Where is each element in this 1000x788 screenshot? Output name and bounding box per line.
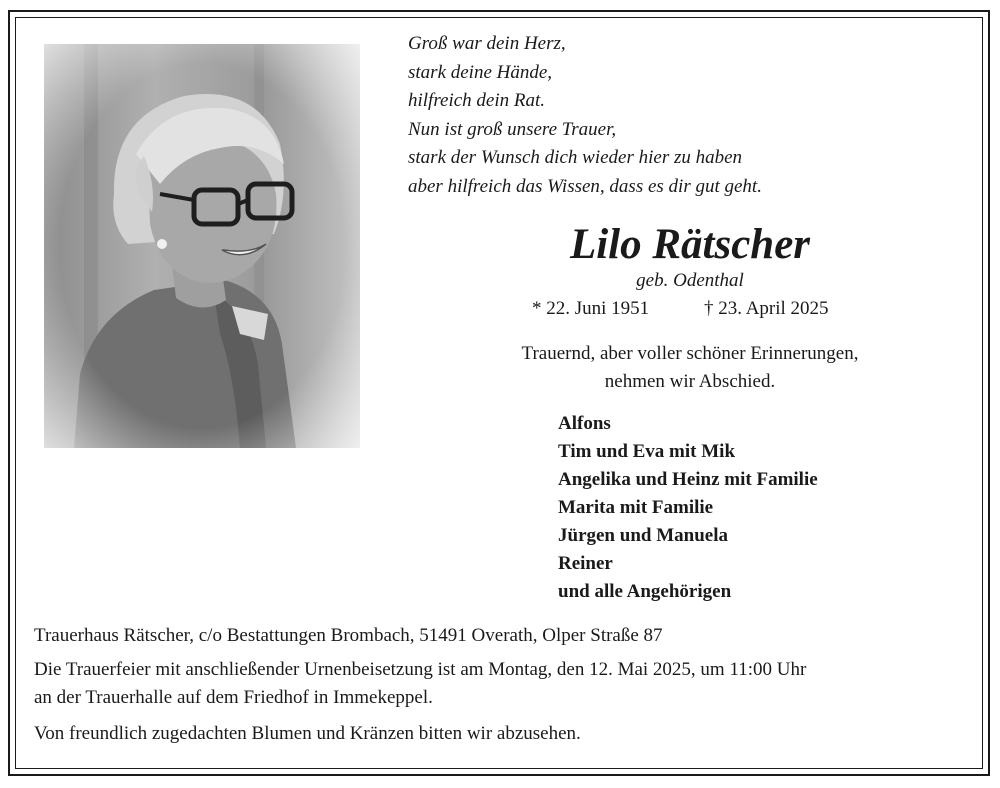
mourner: Angelika und Heinz mit Familie (558, 469, 818, 490)
funeral-info (34, 622, 974, 748)
poem-line: Nun ist groß unsere Trauer, (408, 118, 617, 140)
ceremony-line: an der Trauerhalle auf dem Friedhof in Immekeppel. (34, 687, 433, 708)
poem (408, 30, 762, 201)
poem-line: aber hilfreich das Wissen, dass es dir gut geht. (408, 175, 762, 197)
mourner: Tim und Eva mit Mik (558, 441, 736, 462)
portrait-illustration (44, 44, 360, 448)
mourner: Marita mit Familie (558, 497, 714, 518)
farewell-text (470, 340, 910, 396)
death-date: † 23. April 2025 (704, 298, 829, 319)
mourner: Reiner (558, 553, 613, 574)
birth-name: geb. Odenthal (636, 270, 744, 291)
poem-line: stark der Wunsch dich wieder hier zu haben (408, 147, 743, 168)
poem-line: hilfreich dein Rat. (408, 90, 546, 111)
portrait-photo (44, 44, 360, 448)
mourner: Alfons (558, 413, 611, 434)
deceased-name: Lilo Rätscher (569, 221, 811, 268)
mourning-address: Trauerhaus Rätscher, c/o Bestattungen Brombach, 51491 Overath, Olper Straße 87 (34, 625, 663, 646)
mourner: Jürgen und Manuela (558, 525, 728, 546)
poem-line: stark deine Hände, (408, 61, 553, 83)
mourners-list (558, 410, 818, 606)
birth-date: * 22. Juni 1951 (532, 298, 650, 319)
farewell-line: nehmen wir Abschied. (604, 371, 776, 392)
flowers-note: Von freundlich zugedachten Blumen und Kränzen bitten wir abzusehen. (34, 723, 581, 744)
poem-line: Groß war dein Herz, (408, 33, 566, 54)
ceremony-line: Die Trauerfeier mit anschließender Urnenbeisetzung ist am Montag, den 12. Mai 2025, um 11:00 Uhr (34, 659, 807, 680)
mourner: und alle Angehörigen (558, 581, 732, 602)
farewell-line: Trauernd, aber voller schöner Erinnerungen, (521, 343, 859, 364)
